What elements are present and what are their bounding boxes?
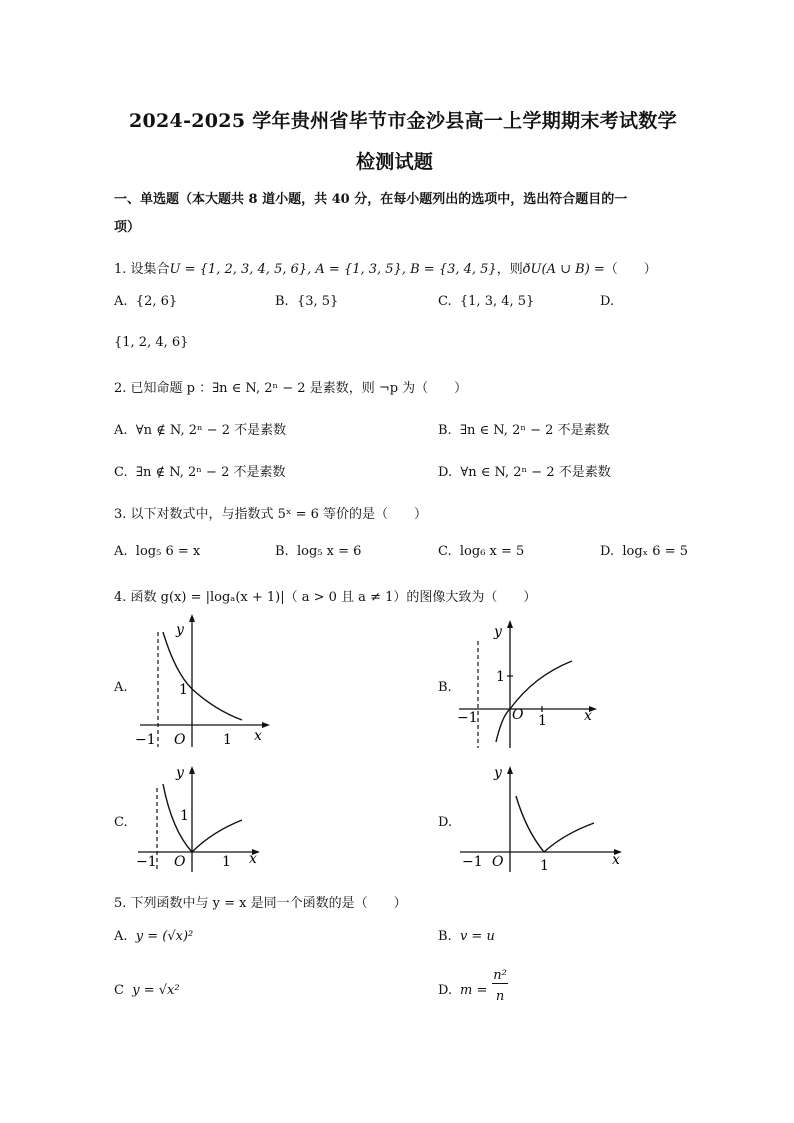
x-axis-label: x xyxy=(249,851,257,867)
question-3-stem: 3. 以下对数式中，与指数式 5ˣ = 6 等价的是（ ） xyxy=(114,507,428,522)
y-axis-arrow-icon xyxy=(189,766,195,774)
y-axis-arrow-icon xyxy=(507,766,513,774)
x-one-label: 1 xyxy=(223,732,232,748)
neg-one-label: −1 xyxy=(135,732,156,748)
option-letter: A. xyxy=(114,294,128,309)
neg-one-label: −1 xyxy=(462,854,483,870)
fraction-denominator: n xyxy=(495,989,505,1004)
option-text: {1, 3, 4, 5} xyxy=(459,294,535,309)
option-letter: C. xyxy=(438,544,452,559)
option-text: {2, 6} xyxy=(135,294,178,309)
option-text: ∃n ∈ N, 2ⁿ − 2 不是素数 xyxy=(459,423,610,438)
option-letter: C. xyxy=(438,294,452,309)
y-one-label: 1 xyxy=(496,669,505,685)
function-curve xyxy=(496,661,572,742)
q4-option-c-graph[interactable] xyxy=(132,760,264,872)
option-letter: A. xyxy=(114,544,128,559)
neg-one-label: −1 xyxy=(136,854,157,870)
q1-option-d-letter[interactable]: D. xyxy=(600,294,615,309)
q5-option-b[interactable] xyxy=(438,929,495,944)
question-1-blank: （ ） xyxy=(604,262,657,277)
q5-option-a[interactable] xyxy=(114,929,193,944)
option-letter: D. xyxy=(438,983,453,998)
neg-one-label: −1 xyxy=(457,710,478,726)
y-one-label: 1 xyxy=(179,682,188,698)
x-one-label: 1 xyxy=(540,858,549,874)
option-letter: D. xyxy=(438,465,453,480)
fraction-numerator: n² xyxy=(493,968,507,983)
function-curve-left xyxy=(516,796,544,852)
y-axis-arrow-icon xyxy=(507,620,513,628)
question-1-set-definitions: U = {1, 2, 3, 4, 5, 6}, A = {1, 3, 5}, B = {3, 4, 5} xyxy=(169,262,497,277)
question-2-stem: 2. 已知命题 p ：∃n ∈ N, 2ⁿ − 2 是素数，则 ¬p 为（ ） xyxy=(114,381,468,396)
q4-option-d-graph[interactable] xyxy=(456,760,626,878)
y-axis-arrow-icon xyxy=(189,614,195,622)
q2-option-b[interactable] xyxy=(438,419,610,438)
q3-option-d[interactable] xyxy=(600,544,688,559)
option-text: log₅ 6 = x xyxy=(135,544,201,559)
x-one-label: 1 xyxy=(222,854,231,870)
option-text: log₆ x = 5 xyxy=(459,544,525,559)
option-text: y = (√x)² xyxy=(135,929,194,944)
question-1-stem xyxy=(114,258,657,277)
page-title-line2: 检测试题 xyxy=(356,151,434,173)
q3-option-c[interactable] xyxy=(438,544,524,559)
origin-label: O xyxy=(492,854,504,870)
function-curve xyxy=(163,632,242,720)
option-letter: A. xyxy=(114,423,128,438)
option-letter: A. xyxy=(114,929,128,944)
option-letter: B. xyxy=(438,423,452,438)
q1-option-a[interactable] xyxy=(114,294,177,309)
q4-option-a-graph[interactable] xyxy=(130,612,275,752)
q2-option-c[interactable] xyxy=(114,461,285,480)
section-heading-line2: 项） xyxy=(114,220,141,235)
y-axis-label: y xyxy=(494,624,502,640)
option-text: {3, 5} xyxy=(296,294,339,309)
option-letter: C xyxy=(114,983,124,998)
option-text: ∀n ∈ N, 2ⁿ − 2 不是素数 xyxy=(460,465,611,480)
q3-option-a[interactable] xyxy=(114,544,200,559)
x-axis-label: x xyxy=(612,852,620,868)
option-text: v = u xyxy=(459,929,495,944)
question-1-complement-expression: ðU(A ∪ B) = xyxy=(522,262,605,277)
y-axis-label: y xyxy=(176,765,184,781)
q4-option-b-graph[interactable] xyxy=(454,616,604,750)
q1-option-d-text[interactable]: {1, 2, 4, 6} xyxy=(114,335,189,350)
origin-label: O xyxy=(174,732,186,748)
page-title-line1: 2024-2025 学年贵州省毕节市金沙县高一上学期期末考试数学 xyxy=(129,110,677,132)
option-text: logₓ 6 = 5 xyxy=(622,544,689,559)
option-letter: C. xyxy=(114,465,128,480)
option-text: ∃n ∉ N, 2ⁿ − 2 不是素数 xyxy=(135,465,286,480)
function-curve-right xyxy=(192,820,242,852)
q3-option-b[interactable] xyxy=(275,544,361,559)
option-text: y = √x² xyxy=(132,983,180,998)
q2-option-a[interactable] xyxy=(114,419,286,438)
question-5-stem: 5. 下列函数中与 y = x 是同一个函数的是（ ） xyxy=(114,896,407,911)
question-4-stem: 4. 函数 g(x) = |logₐ(x + 1)|（ a > 0 且 a ≠ 1）的图像大致为（ ） xyxy=(114,590,537,605)
origin-label: O xyxy=(174,854,186,870)
q4-option-d-letter[interactable]: D. xyxy=(438,815,453,830)
x-one-label: 1 xyxy=(538,713,547,729)
option-letter: B. xyxy=(438,929,452,944)
origin-label: O xyxy=(512,707,524,723)
function-curve-right xyxy=(544,823,594,852)
option-text: log₅ x = 6 xyxy=(296,544,362,559)
q4-option-a-letter[interactable]: A. xyxy=(114,680,128,695)
question-1-mid: ，则 xyxy=(496,262,523,277)
y-axis-label: y xyxy=(494,765,502,781)
q1-option-b[interactable] xyxy=(275,294,338,309)
q1-option-c[interactable] xyxy=(438,294,534,309)
x-axis-label: x xyxy=(584,708,592,724)
option-letter: D. xyxy=(600,544,615,559)
question-1-prefix: 1. 设集合 xyxy=(114,262,170,277)
q2-option-d[interactable] xyxy=(438,461,611,480)
option-text: ∀n ∉ N, 2ⁿ − 2 不是素数 xyxy=(135,423,287,438)
q4-option-b-letter[interactable]: B. xyxy=(438,680,452,695)
option-letter: B. xyxy=(275,294,289,309)
y-one-label: 1 xyxy=(180,808,189,824)
fraction-prefix: m = xyxy=(460,983,488,998)
x-axis-arrow-icon xyxy=(262,722,270,728)
q5-option-c[interactable] xyxy=(114,983,180,998)
x-axis-label: x xyxy=(254,728,262,744)
q4-option-c-letter[interactable]: C. xyxy=(114,815,128,830)
option-letter: B. xyxy=(275,544,289,559)
section-heading-line1: 一、单选题（本大题共 8 道小题，共 40 分，在每小题列出的选项中，选出符合题目的一 xyxy=(114,192,628,207)
y-axis-label: y xyxy=(176,622,184,638)
